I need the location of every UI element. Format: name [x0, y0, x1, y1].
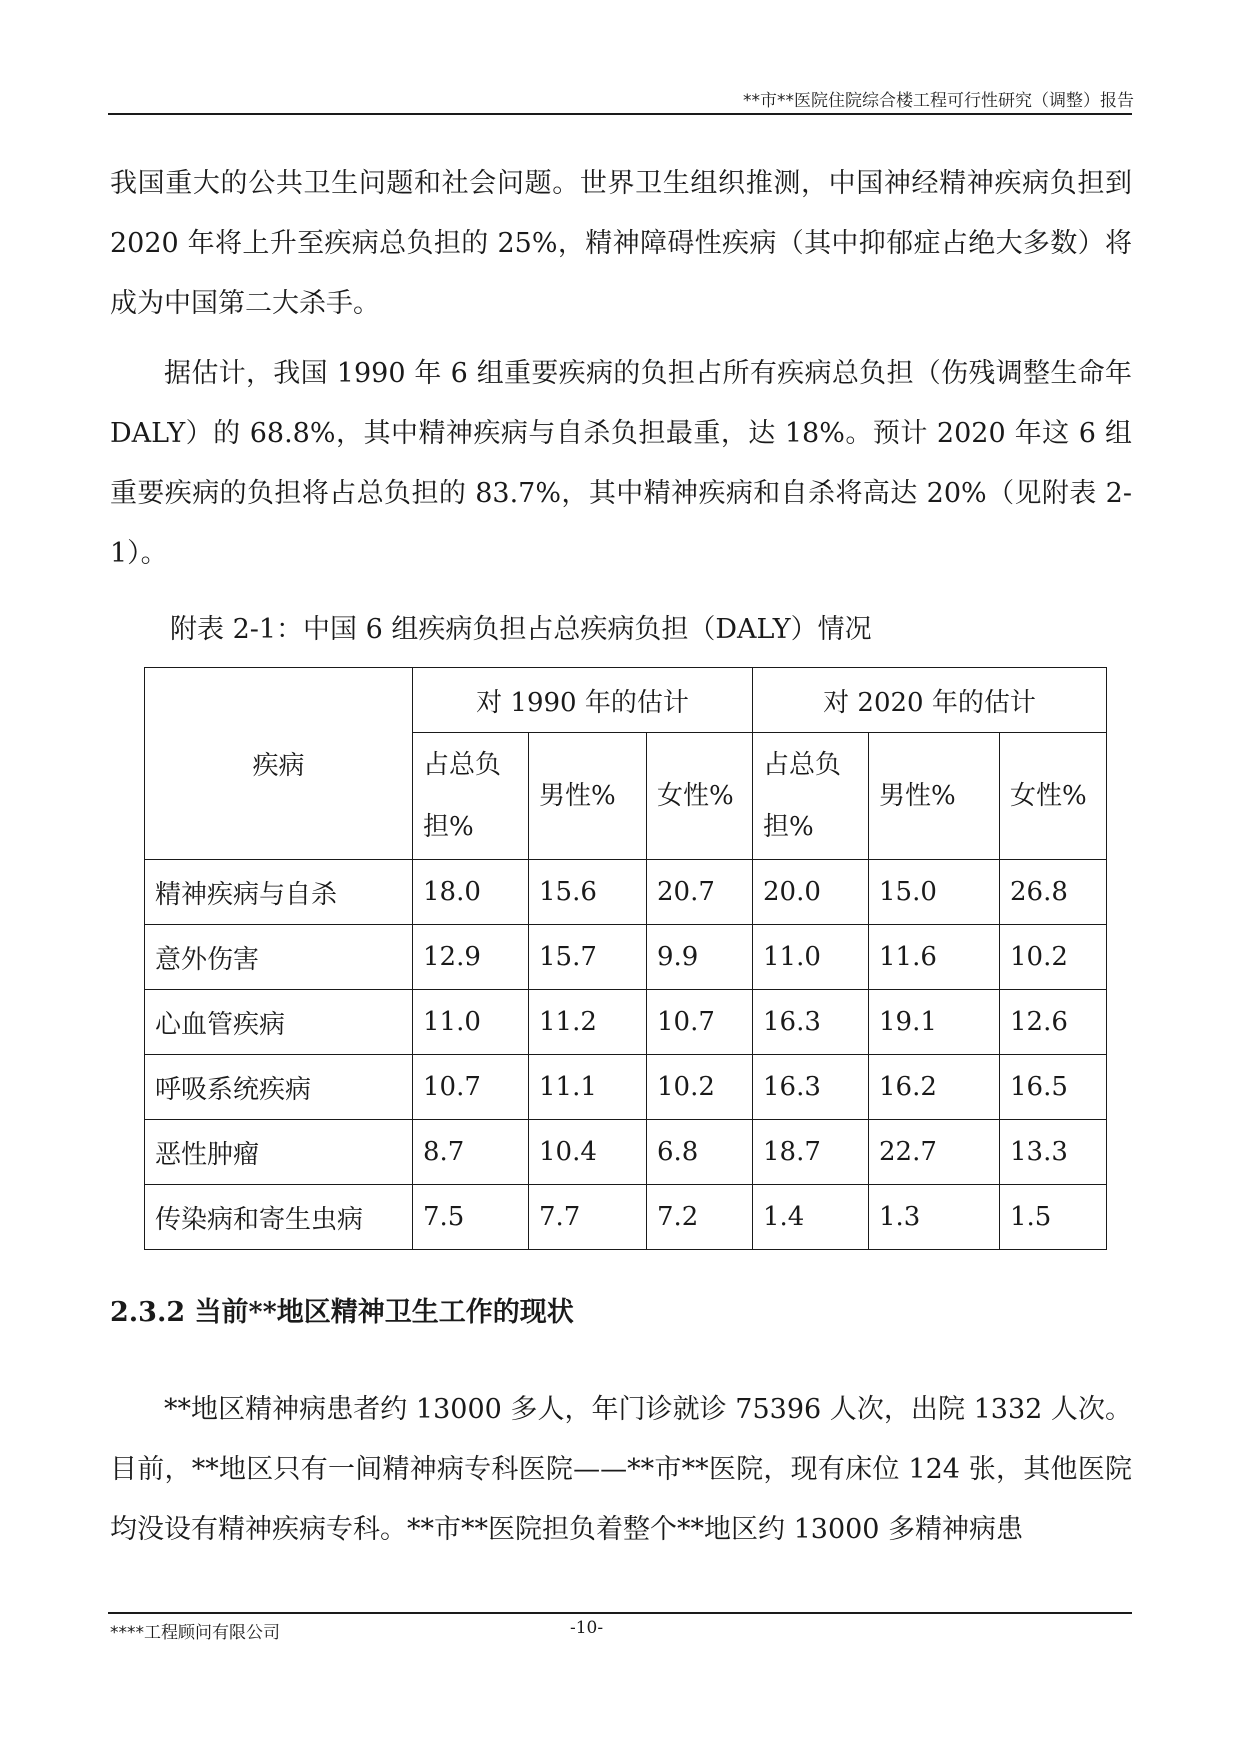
- table-cell: 16.3: [753, 1055, 869, 1120]
- header-period-2020: 对 2020 年的估计: [753, 668, 1107, 733]
- table-cell: 6.8: [647, 1120, 753, 1185]
- table-cell: 16.2: [869, 1055, 1000, 1120]
- table-cell: 1.3: [869, 1185, 1000, 1250]
- table-cell: 20.0: [753, 860, 869, 925]
- table-cell: 11.1: [529, 1055, 647, 1120]
- table-row: [145, 1055, 1107, 1120]
- table-cell: 13.3: [1000, 1120, 1107, 1185]
- table-caption: 附表 2-1：中国 6 组疾病负担占总疾病负担（DALY）情况: [170, 614, 872, 645]
- table-cell: 10.7: [413, 1055, 529, 1120]
- disease-name: 呼吸系统疾病: [145, 1055, 413, 1120]
- table-cell: 10.2: [647, 1055, 753, 1120]
- table-cell: 12.9: [413, 925, 529, 990]
- table-cell: 1.5: [1000, 1185, 1107, 1250]
- section-heading: 2.3.2 当前**地区精神卫生工作的现状: [110, 1297, 574, 1328]
- paragraph-3: **地区精神病患者约 13000 多人，年门诊就诊 75396 人次，出院 1332 人次。目前，**地区只有一间精神病专科医院——**市**医院，现有床位 124 张，其他医院均没设有精神疾病专科。**市**医院担负着整个**地区约 13000 多精神病患: [110, 1394, 1132, 1545]
- table-cell: 11.6: [869, 925, 1000, 990]
- disease-name: 意外伤害: [145, 925, 413, 990]
- table-row: [145, 925, 1107, 990]
- table-cell: 22.7: [869, 1120, 1000, 1185]
- footer-rule: [108, 1612, 1132, 1614]
- disease-name: 传染病和寄生虫病: [145, 1185, 413, 1250]
- table-cell: 18.7: [753, 1120, 869, 1185]
- header-rule: [108, 113, 1132, 115]
- table-cell: 11.0: [413, 990, 529, 1055]
- table-cell: 11.2: [529, 990, 647, 1055]
- header-disease: 疾病: [145, 668, 413, 860]
- table-cell: 26.8: [1000, 860, 1107, 925]
- subheader-total-share-1990: 占总负担%: [413, 733, 529, 860]
- running-header-title: **市**医院住院综合楼工程可行性研究（调整）报告: [743, 91, 1134, 111]
- table-row: [145, 1120, 1107, 1185]
- table-cell: 7.7: [529, 1185, 647, 1250]
- table-cell: 10.4: [529, 1120, 647, 1185]
- subheader-female-1990: 女性%: [647, 733, 753, 860]
- subheader-female-2020: 女性%: [1000, 733, 1107, 860]
- table-row: [145, 990, 1107, 1055]
- table-cell: 16.5: [1000, 1055, 1107, 1120]
- table-cell: 15.6: [529, 860, 647, 925]
- page-number: -10-: [570, 1618, 604, 1638]
- table-cell: 7.2: [647, 1185, 753, 1250]
- subheader-male-2020: 男性%: [869, 733, 1000, 860]
- disease-burden-table: [144, 667, 1107, 1250]
- table-cell: 15.7: [529, 925, 647, 990]
- table-cell: 19.1: [869, 990, 1000, 1055]
- table-cell: 10.7: [647, 990, 753, 1055]
- subheader-male-1990: 男性%: [529, 733, 647, 860]
- table-cell: 12.6: [1000, 990, 1107, 1055]
- disease-name: 恶性肿瘤: [145, 1120, 413, 1185]
- disease-name: 心血管疾病: [145, 990, 413, 1055]
- table-cell: 16.3: [753, 990, 869, 1055]
- footer-company: ****工程顾问有限公司: [110, 1623, 280, 1643]
- table-cell: 15.0: [869, 860, 1000, 925]
- table-cell: 9.9: [647, 925, 753, 990]
- header-period-1990: 对 1990 年的估计: [413, 668, 753, 733]
- table-cell: 20.7: [647, 860, 753, 925]
- paragraph-1: 我国重大的公共卫生问题和社会问题。世界卫生组织推测，中国神经精神疾病负担到 2020 年将上升至疾病总负担的 25%，精神障碍性疾病（其中抑郁症占绝大多数）将成为中国第二大杀手。: [110, 168, 1132, 319]
- table-row: [145, 1185, 1107, 1250]
- table-cell: 11.0: [753, 925, 869, 990]
- table-cell: 1.4: [753, 1185, 869, 1250]
- subheader-total-share-2020: 占总负担%: [753, 733, 869, 860]
- table-cell: 10.2: [1000, 925, 1107, 990]
- paragraph-2: 据估计，我国 1990 年 6 组重要疾病的负担占所有疾病总负担（伤残调整生命年 DALY）的 68.8%，其中精神疾病与自杀负担最重，达 18%。预计 2020 年这 6 组重要疾病的负担将占总负担的 83.7%，其中精神疾病和自杀将高达 20%（见附表 2-1）。: [110, 358, 1132, 569]
- table-cell: 8.7: [413, 1120, 529, 1185]
- table-row: [145, 860, 1107, 925]
- table-cell: 7.5: [413, 1185, 529, 1250]
- table-cell: 18.0: [413, 860, 529, 925]
- disease-name: 精神疾病与自杀: [145, 860, 413, 925]
